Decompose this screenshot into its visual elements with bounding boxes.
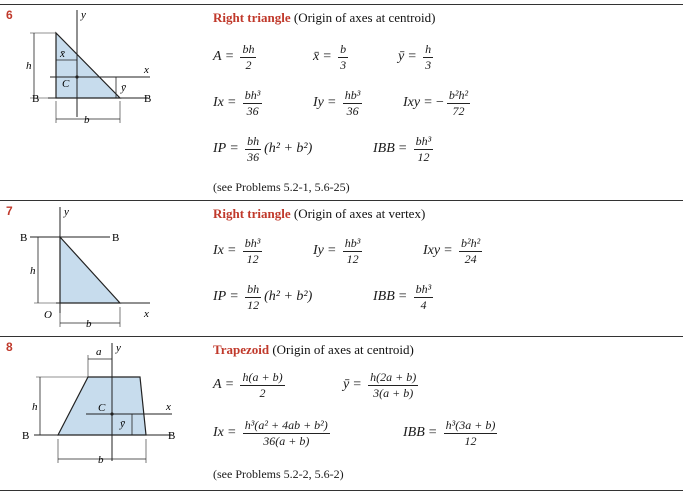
iy-formula: Iy = $\frac{\text{hb³}}{12}$ xyxy=(313,236,361,266)
ybar-formula: ȳ = $\frac{h(2a + b)}{3(a + b)}$ xyxy=(343,370,417,400)
ibb-formula: IBB = $\frac{\text{h³(3a + b)}}{12}$ xyxy=(403,418,496,448)
xbar-formula: x̄ = $\frac{b}{3}$ xyxy=(313,42,347,72)
iy-formula: Iy = $\frac{\text{hb³}}{36}$ xyxy=(313,88,361,118)
centroid-dot xyxy=(75,75,78,78)
b-left-label: B xyxy=(22,430,30,442)
shape-title xyxy=(213,10,435,26)
x-label: x xyxy=(166,401,171,413)
row-number: 8 xyxy=(6,340,13,354)
table-row xyxy=(0,5,683,200)
shape-note: (Origin of axes at vertex) xyxy=(293,206,426,221)
shape-name: Right triangle xyxy=(213,206,291,221)
table-row xyxy=(0,337,683,490)
centroid-label: C xyxy=(98,402,106,414)
formula-block xyxy=(213,337,683,490)
xbar-label: x̄ xyxy=(60,48,65,60)
origin-label: O xyxy=(44,309,52,321)
ybar-label: ȳ xyxy=(121,82,126,94)
shape-title xyxy=(213,206,425,222)
x-label: x xyxy=(144,64,149,76)
centroid-label: C xyxy=(62,78,70,90)
h-label: h xyxy=(26,60,32,72)
b-left-label: B xyxy=(32,93,40,105)
ybar-label: ȳ xyxy=(120,418,125,430)
formula-block xyxy=(213,201,683,336)
trapezoid-figure xyxy=(20,337,180,492)
ixy-formula: Ixy = $\frac{\text{b²h²}}{24}$ xyxy=(423,236,481,266)
b-left-label: B xyxy=(20,232,28,244)
ybar-formula: ȳ = $\frac{h}{3}$ xyxy=(398,42,432,72)
ibb-formula: IBB = $\frac{\text{bh³}}{4}$ xyxy=(373,282,432,312)
table-row xyxy=(0,201,683,336)
centroid-dot xyxy=(110,412,113,415)
area-formula: A = $\frac{h(a + b)}{2}$ xyxy=(213,370,283,400)
ixy-formula: Ixy = − $\frac{\text{b²h²}}{72}$ xyxy=(403,88,469,118)
x-label: x xyxy=(144,308,149,320)
h-label: h xyxy=(30,265,36,277)
b-right-label: B xyxy=(112,232,120,244)
problem-reference: (see Problems 5.2-2, 5.6-2) xyxy=(213,467,344,481)
a-label: a xyxy=(96,346,102,358)
formula-block xyxy=(213,5,683,200)
shape-note: (Origin of axes at centroid) xyxy=(272,342,414,357)
b-label: b xyxy=(98,454,104,466)
b-label: b xyxy=(86,318,92,330)
shape-note: (Origin of axes at centroid) xyxy=(293,10,436,25)
triangle-shape xyxy=(60,237,120,303)
shape-name: Trapezoid xyxy=(213,342,270,357)
h-label: h xyxy=(32,401,38,413)
right-triangle-centroid-figure xyxy=(20,5,160,135)
shape-title xyxy=(213,342,414,358)
ibb-formula: IBB = $\frac{\text{bh³}}{12}$ xyxy=(373,134,432,164)
y-label: y xyxy=(116,342,121,354)
problem-reference: (see Problems 5.2-1, 5.6-25) xyxy=(213,180,350,194)
y-label: y xyxy=(64,206,69,218)
b-right-label: B xyxy=(144,93,152,105)
b-label: b xyxy=(84,114,90,126)
ix-formula: Ix = $\frac{\text{bh³}}{36}$ xyxy=(213,88,261,118)
ip-formula: IP = $\frac{bh}{36}$ (h² + b²) xyxy=(213,134,313,164)
row-number: 6 xyxy=(6,8,13,22)
ix-formula: Ix = $\frac{\text{h³(a² + 4ab + b²)}}{36(a + b)}$ xyxy=(213,418,328,448)
area-formula: A = $\frac{bh}{2}$ xyxy=(213,42,255,72)
row-number: 7 xyxy=(6,204,13,218)
ip-formula: IP = $\frac{bh}{12}$ (h² + b²) xyxy=(213,282,313,312)
right-triangle-vertex-figure xyxy=(20,201,160,338)
ix-formula: Ix = $\frac{\text{bh³}}{12}$ xyxy=(213,236,261,266)
shape-name: Right triangle xyxy=(213,10,291,25)
y-label: y xyxy=(81,9,86,21)
b-right-label: B xyxy=(168,430,176,442)
